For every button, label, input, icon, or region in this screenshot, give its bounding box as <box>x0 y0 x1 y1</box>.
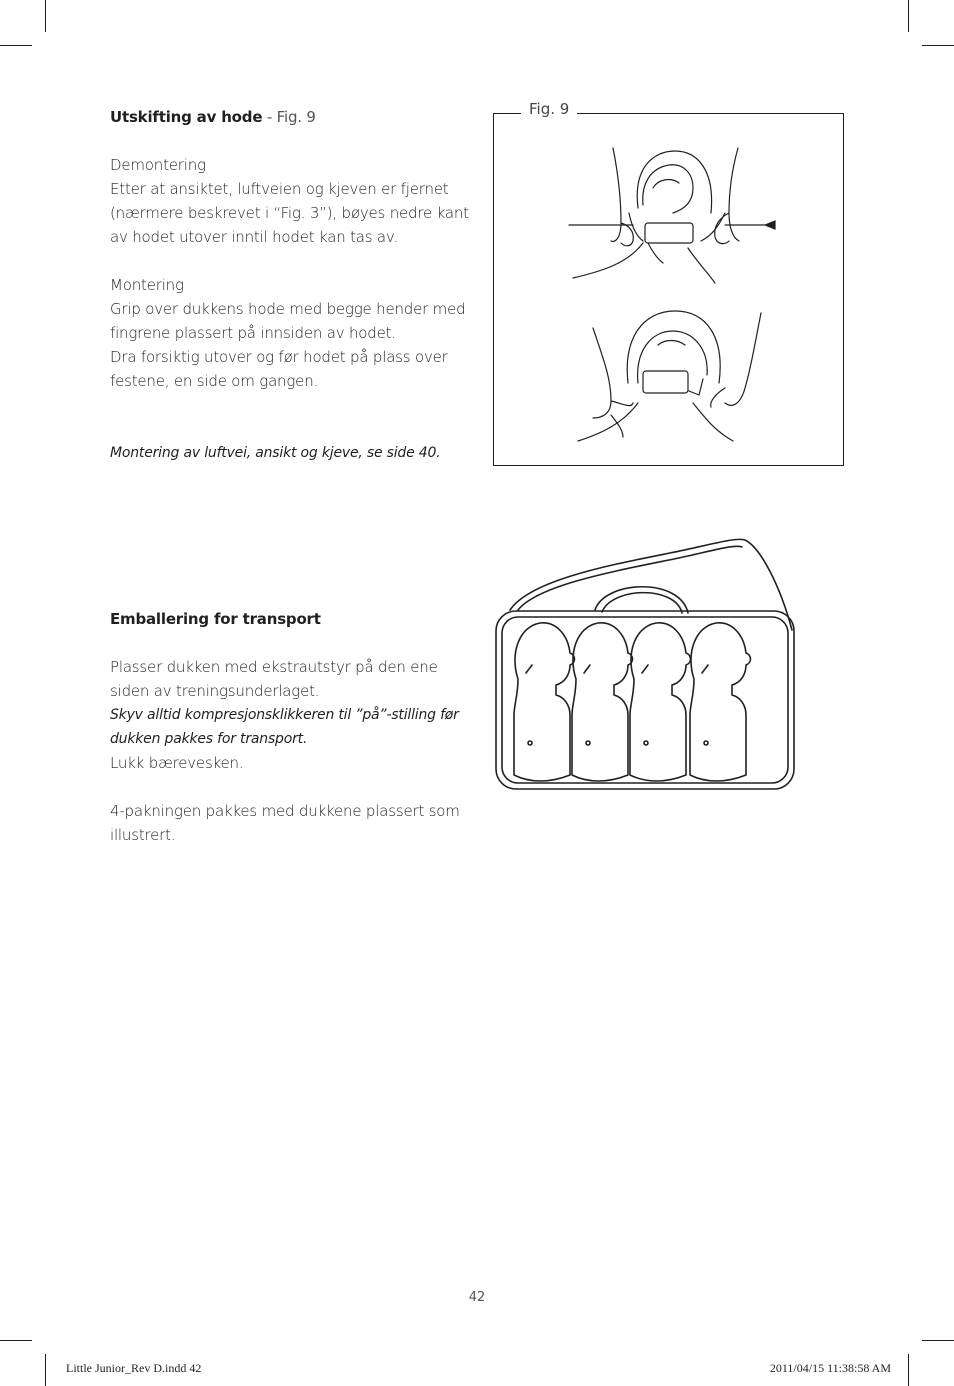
crop-mark <box>922 45 954 46</box>
head-removal-illustration <box>493 113 843 465</box>
packing-line: siden av treningsunderlaget. <box>110 682 320 700</box>
mounting-line: festene, en side om gangen. <box>110 372 319 390</box>
carry-bag-illustration <box>490 535 802 795</box>
packing-line: illustrert. <box>110 826 176 844</box>
removal-line: Etter at ansiktet, luftveien og kjeven er fjernet <box>110 180 449 198</box>
packing-line: Lukk bærevesken. <box>110 754 244 772</box>
crop-mark <box>908 1354 909 1386</box>
packing-line: 4-pakningen pakkes med dukkene plassert som <box>110 802 460 820</box>
head-replacement-section <box>110 105 470 465</box>
section-heading <box>110 105 470 129</box>
mounting-heading: Montering <box>110 276 184 294</box>
page-number: 42 <box>468 1290 486 1305</box>
section-fig-ref: - Fig. 9 <box>262 108 316 126</box>
mounting-line: Grip over dukkens hode med begge hender med <box>110 300 466 318</box>
packing-italic-line: dukken pakkes for transport. <box>110 731 308 747</box>
removal-heading: Demontering <box>110 156 206 174</box>
reference-note: Montering av luftvei, ansikt og kjeve, se side 40. <box>110 445 441 461</box>
crop-mark <box>45 0 46 32</box>
section-title: Utskifting av hode <box>110 108 263 126</box>
crop-mark <box>45 1354 46 1386</box>
crop-mark <box>922 1340 954 1341</box>
packing-italic-line: Skyv alltid kompresjonsklikkeren til ”på”-stilling før <box>110 707 459 723</box>
crop-mark <box>908 0 909 32</box>
packing-line: Plasser dukken med ekstrautstyr på den ene <box>110 658 438 676</box>
transport-packing-section <box>110 607 470 847</box>
crop-mark <box>0 45 32 46</box>
removal-line: (nærmere beskrevet i “Fig. 3”), bøyes nedre kant <box>110 204 469 222</box>
footer-file-info: Little Junior_Rev D.indd 42 <box>66 1361 202 1375</box>
figure-label: Fig. 9 <box>521 100 577 118</box>
mounting-line: Dra forsiktig utover og før hodet på plass over <box>110 348 448 366</box>
crop-mark <box>0 1340 32 1341</box>
mounting-line: fingrene plassert på innsiden av hodet. <box>110 324 396 342</box>
removal-line: av hodet utover inntil hodet kan tas av. <box>110 228 398 246</box>
footer-timestamp: 2011/04/15 11:38:58 AM <box>769 1361 891 1375</box>
packing-title: Emballering for transport <box>110 610 321 628</box>
manikin-group <box>514 623 751 781</box>
